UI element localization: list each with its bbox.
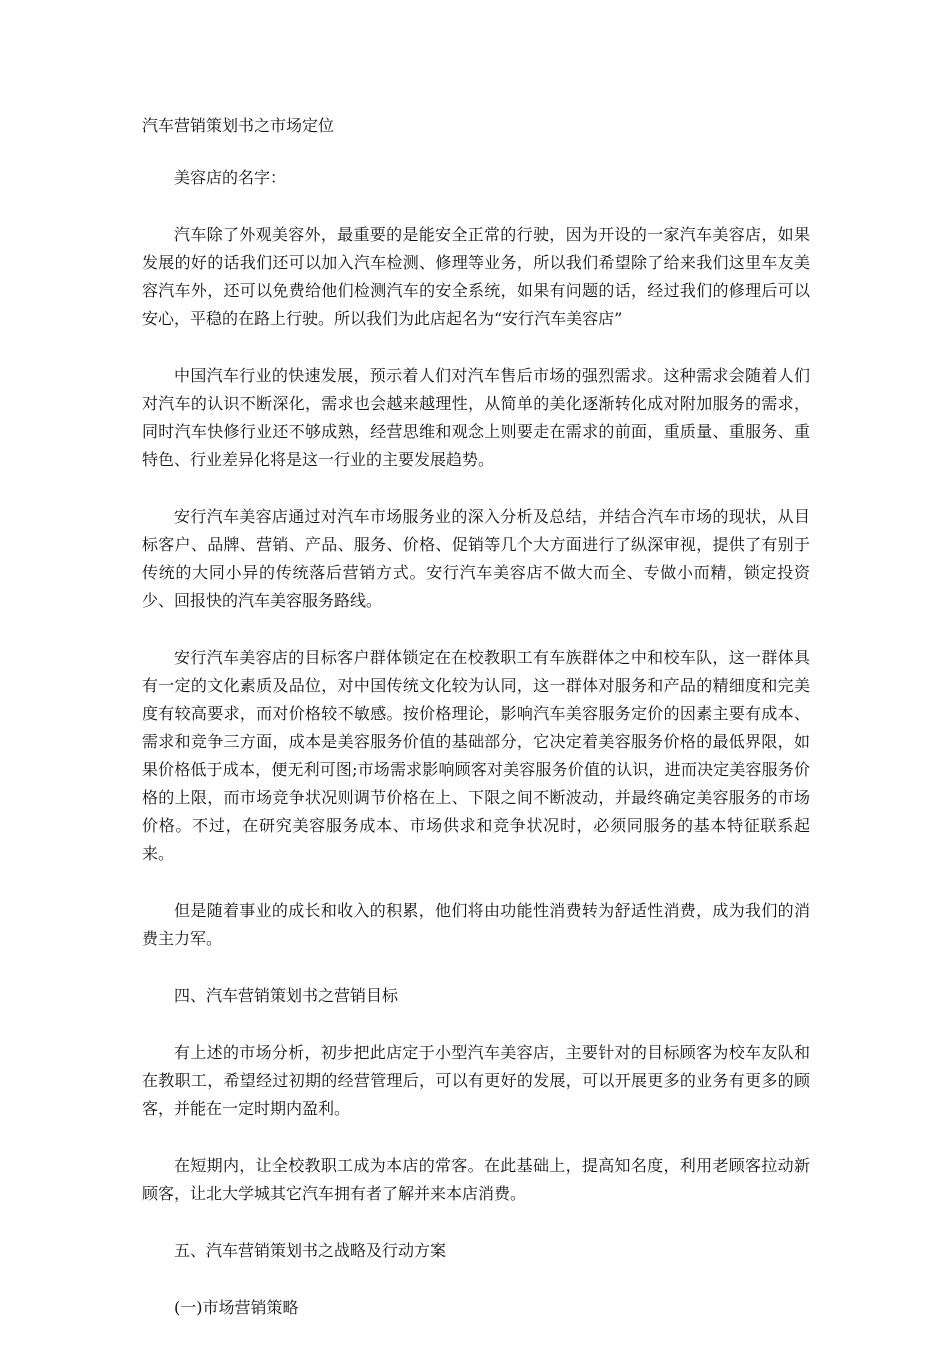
paragraph-consumption-shift: 但是随着事业的成长和收入的积累，他们将由功能性消费转为舒适性消费，成为我们的消费主力军。 xyxy=(142,901,810,948)
subsection-heading-marketing-strategy: (一)市场营销策略 xyxy=(174,1298,299,1317)
section-heading-strategy: 五、汽车营销策划书之战略及行动方案 xyxy=(174,1241,447,1260)
paragraph-industry-trend: 中国汽车行业的快速发展，预示着人们对汽车售后市场的强烈需求。这种需求会随着人们对汽车的认识不断深化，需求也会越来越理性，从简单的美化逐渐转化成对附加服务的需求，同时汽车快修行业还不够成熟，经营思维和观念上则要走在需求的前面，重质量、重服务、重特色、行业差异化将是这一行业的主要发展趋势。 xyxy=(142,366,810,469)
paragraph-store-name-label: 美容店的名字： xyxy=(174,168,287,187)
document-page xyxy=(142,112,810,1351)
section-heading-marketing-goals: 四、汽车营销策划书之营销目标 xyxy=(174,986,399,1005)
paragraph-short-term-goal: 在短期内，让全校教职工成为本店的常客。在此基础上，提高知名度，利用老顾客拉动新顾客，让北大学城其它汽车拥有者了解并来本店消费。 xyxy=(142,1156,810,1203)
paragraph-store-name-reason: 汽车除了外观美容外，最重要的是能安全正常的行驶，因为开设的一家汽车美容店，如果发展的好的话我们还可以加入汽车检测、修理等业务，所以我们希望除了给来我们这里车友美容汽车外，还可以免费给他们检测汽车的安全系统，如果有问题的话，经过我们的修理后可以安心，平稳的在路上行驶。所以我们为此店起名为“安行汽车美容店” xyxy=(142,225,810,328)
document-title: 汽车营销策划书之市场定位 xyxy=(142,116,335,135)
paragraph-market-analysis: 安行汽车美容店通过对汽车市场服务业的深入分析及总结，并结合汽车市场的现状，从目标客户、品牌、营销、产品、服务、价格、促销等几个大方面进行了纵深审视，提供了有别于传统的大同小异的传统落后营销方式。安行汽车美容店不做大而全、专做小而精，锁定投资少、回报快的汽车美容服务路线。 xyxy=(142,507,810,610)
paragraph-marketing-goals: 有上述的市场分析，初步把此店定于小型汽车美容店，主要针对的目标顾客为校车友队和在教职工，希望经过初期的经营管理后，可以有更好的发展，可以开展更多的业务有更多的顾客，并能在一定时期内盈利。 xyxy=(142,1043,810,1118)
paragraph-target-customers: 安行汽车美容店的目标客户群体锁定在在校教职工有车族群体之中和校车队，这一群体具有一定的文化素质及品位，对中国传统文化较为认同，这一群体对服务和产品的精细度和完美度有较高要求，而对价格较不敏感。按价格理论，影响汽车美容服务定价的因素主要有成本、需求和竞争三方面，成本是美容服务价值的基础部分，它决定着美容服务价格的最低界限，如果价格低于成本，便无利可图;市场需求影响顾客对美容服务价值的认识，进而决定美容服务价格的上限，而市场竞争状况则调节价格在上、下限之间不断波动，并最终确定美容服务的市场价格。不过，在研究美容服务成本、市场供求和竞争状况时，必须同服务的基本特征联系起来。 xyxy=(142,648,810,863)
